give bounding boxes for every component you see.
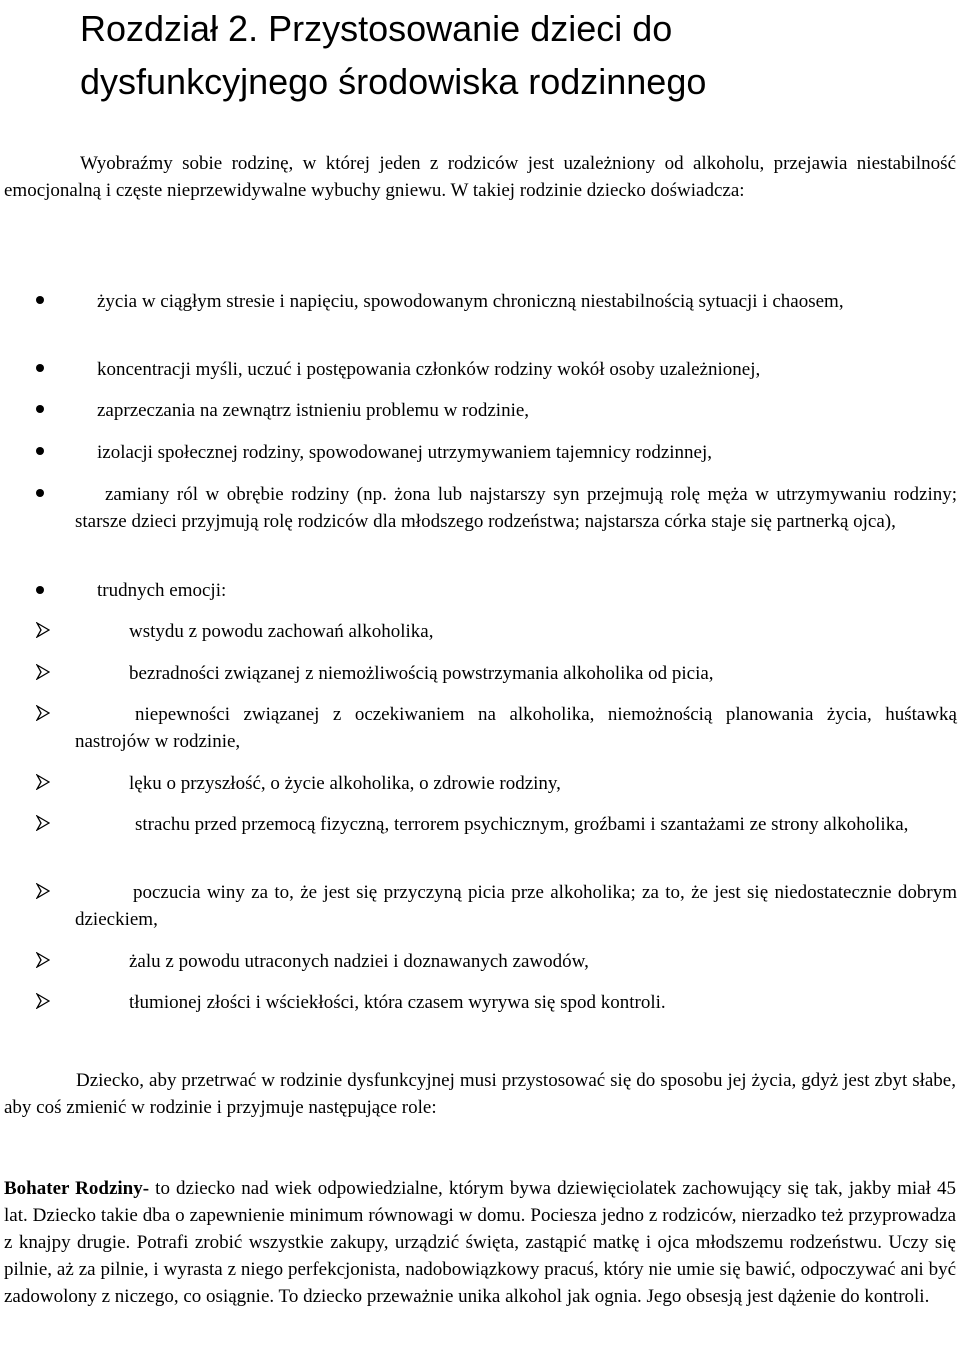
chapter-title-line-1: Rozdział 2. Przystosowanie dzieci do bbox=[80, 8, 673, 49]
chapter-title bbox=[80, 2, 940, 108]
sub-item-2: bezradności związanej z niemożliwością powstrzymania alkoholika od picia, bbox=[129, 663, 714, 684]
role-hero-paragraph bbox=[4, 1175, 956, 1310]
arrow-bullet-icon bbox=[36, 883, 50, 899]
arrow-bullet-icon bbox=[36, 774, 50, 790]
bullet-dot-icon bbox=[36, 364, 44, 372]
sub-item-8: tłumionej złości i wściekłości, która czasem wyrywa się spod kontroli. bbox=[129, 992, 666, 1013]
bullet-dot-icon bbox=[36, 405, 44, 413]
bullet-dot-icon bbox=[36, 296, 44, 304]
bullet-dot-icon bbox=[36, 447, 44, 455]
sub-item-7: żalu z powodu utraconych nadziei i doznawanych zawodów, bbox=[129, 951, 589, 972]
sub-item-6: poczucia winy za to, że jest się przyczyną picia prze alkoholika; za to, że jest się niedostatecznie dobrym dzieckiem, bbox=[75, 882, 957, 930]
role-name: Bohater Rodziny- bbox=[4, 1178, 150, 1199]
chapter-title-line-2: dysfunkcyjnego środowiska rodzinnego bbox=[80, 61, 707, 102]
bullet-item-1: życia w ciągłym stresie i napięciu, spowodowanym chroniczną niestabilnością sytuacji i chaosem, bbox=[97, 291, 844, 312]
sub-item-4: lęku o przyszłość, o życie alkoholika, o zdrowie rodziny, bbox=[129, 773, 561, 794]
bullet-dot-icon bbox=[36, 489, 44, 497]
arrow-bullet-icon bbox=[36, 664, 50, 680]
intro-paragraph: Wyobraźmy sobie rodzinę, w której jeden z rodziców jest uzależniony od alkoholu, przejawia niestabilność emocjonalną i częste nieprzewidywalne wybuchy gniewu. W takiej rodzinie dziecko doświadcza: bbox=[4, 153, 956, 201]
bullet-item-2: koncentracji myśli, uczuć i postępowania członków rodziny wokół osoby uzależnionej, bbox=[97, 359, 761, 380]
arrow-bullet-icon bbox=[36, 993, 50, 1009]
sub-item-3: niepewności związanej z oczekiwaniem na alkoholika, niemożnością planowania życia, huśtawką nastrojów w rodzinie, bbox=[75, 704, 957, 752]
arrow-bullet-icon bbox=[36, 815, 50, 831]
bullet-dot-icon bbox=[36, 586, 44, 594]
arrow-bullet-icon bbox=[36, 622, 50, 638]
bullet-item-6: trudnych emocji: bbox=[97, 580, 227, 601]
arrow-bullet-icon bbox=[36, 705, 50, 721]
arrow-bullet-icon bbox=[36, 952, 50, 968]
bullet-item-3: zaprzeczania na zewnątrz istnieniu problemu w rodzinie, bbox=[97, 400, 530, 421]
bullet-item-4: izolacji społecznej rodziny, spowodowanej utrzymywaniem tajemnicy rodzinnej, bbox=[97, 442, 713, 463]
roles-intro-paragraph: Dziecko, aby przetrwać w rodzinie dysfunkcyjnej musi przystosować się do sposobu jej życia, gdyż jest zbyt słabe, aby coś zmienić w rodzinie i przyjmuje następujące role: bbox=[4, 1070, 956, 1118]
sub-item-1: wstydu z powodu zachowań alkoholika, bbox=[129, 621, 434, 642]
role-description: to dziecko nad wiek odpowiedzialne, którym bywa dziewięciolatek zachowujący się tak, jakby miał 45 lat. Dziecko takie dba o zapewnienie minimum równowagi w domu. Pociesza jedno z rodziców, nierzadko też przyprowadza z knajpy drugie. Potrafi zrobić wszystkie zakupy, urządzić święta, zastąpić matkę i ojca młodszemu rodzeństwu. Uczy się pilnie, aż za pilnie, i wyrasta z niego perfekcjonista, nadobowiązkowy pracuś, który nie umie się bawić, odpoczywać ani być zadowolony z niczego, co osiągnie. To dziecko przeważnie unika alkohol jak ognia. Jego obsesją jest dążenie do kontroli. bbox=[4, 1178, 957, 1307]
sub-item-5: strachu przed przemocą fizyczną, terrorem psychicznym, groźbami i szantażami ze strony alkoholika, bbox=[135, 814, 909, 835]
bullet-item-5: zamiany ról w obrębie rodziny (np. żona lub najstarszy syn przejmują rolę męża w utrzymywaniu rodziny; starsze dzieci przyjmują rolę rodziców dla młodszego rodzeństwa; najstarsza córka staje się partnerką ojca), bbox=[75, 484, 957, 532]
